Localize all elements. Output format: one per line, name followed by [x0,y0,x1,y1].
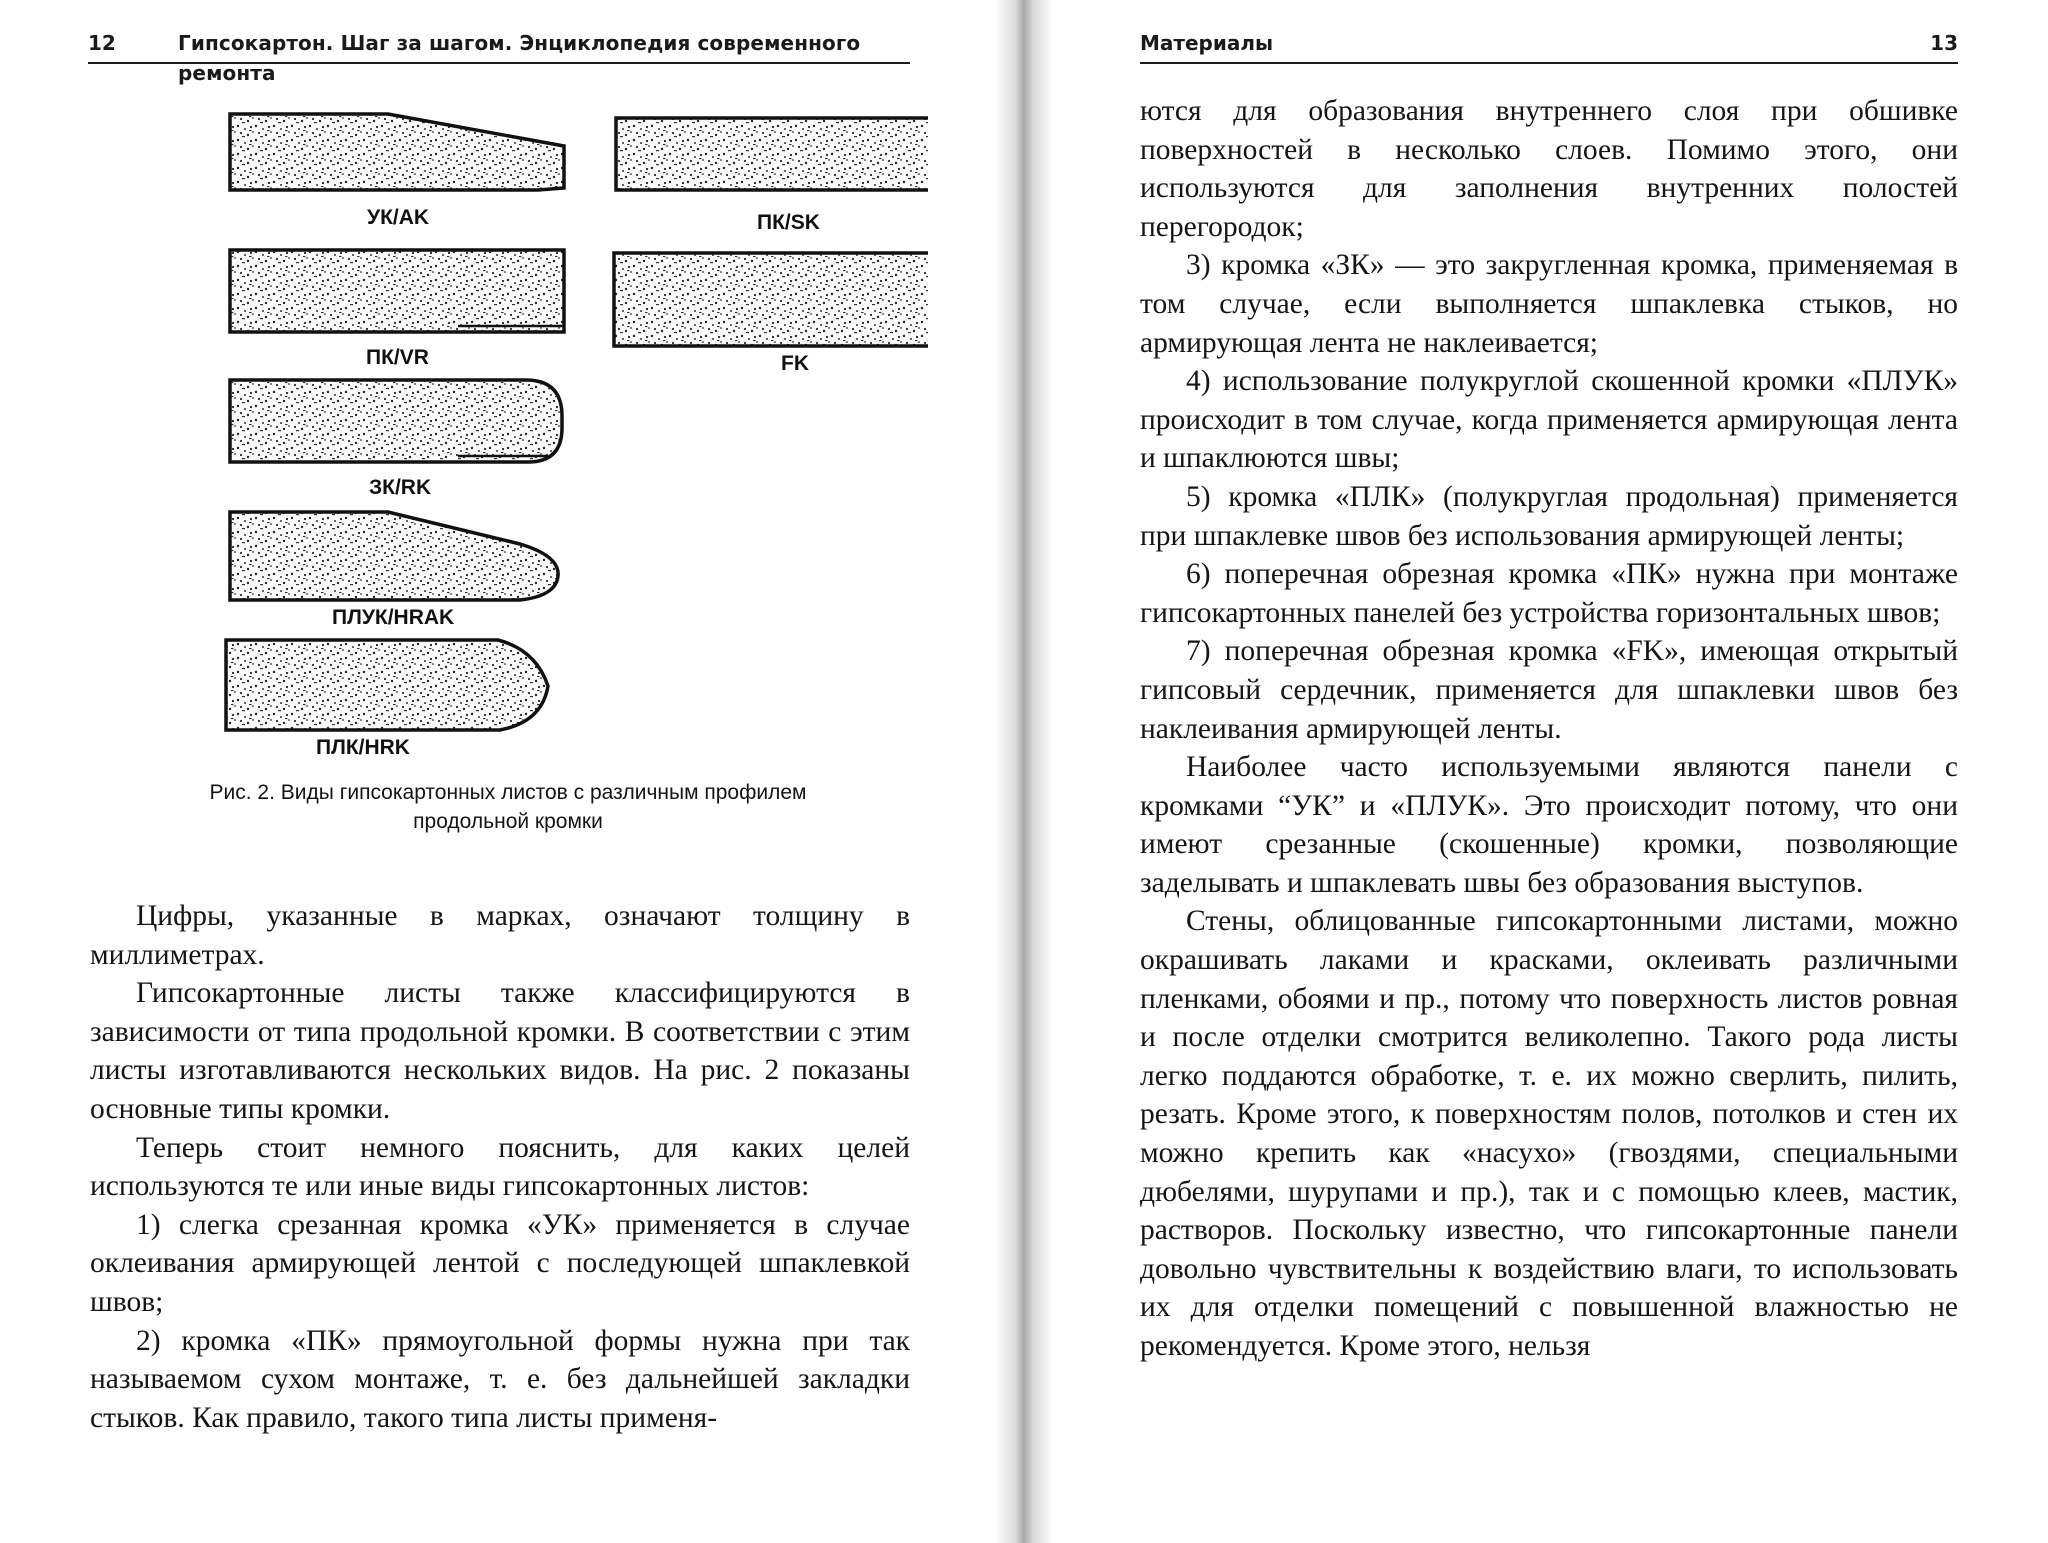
right-paragraph-2: 3) кромка «ЗК» — это закругленная кромка, применяемая в том случае, если выполняется шпаклевка стыков, но армирующая лента не наклеивается; [1140,249,1958,359]
right-paragraph-1: ются для образования внутреннего слоя при обшивке поверхностей в несколько слоев. Помимо этого, они используются для заполнения внутренних полостей перегородок; [1140,95,1958,243]
edge-profiles-figure [128,110,928,790]
left-page [88,0,910,1543]
label-fk: FK [781,352,809,375]
right-paragraph-5: 6) поперечная обрезная кромка «ПК» нужна при монтаже гипсокартонных панелей без устройства горизонтальных швов; [1140,558,1958,629]
caption-line-1: Рис. 2. Виды гипсокартонных листов с различным профилем [209,781,807,804]
right-paragraph-6: 7) поперечная обрезная кромка «FK», имеющая открытый гипсовый сердечник, применяется для шпаклевки швов без наклеивания армирующей ленты. [1140,635,1958,745]
label-plk-hrk: ПЛК/HRK [316,736,410,759]
left-paragraph-4: 1) слегка срезанная кромка «УК» применяется в случае оклеивания армирующей лентой с последующей шпаклевкой швов; [90,1208,910,1318]
right-page [1140,0,1958,1543]
label-pk-sk: ПК/SK [757,211,820,234]
right-body-text [1140,92,1958,1366]
right-section-title: Материалы [1140,31,1274,55]
right-running-head [1140,26,1958,64]
left-paragraph-2: Гипсокартонные листы также классифицируются в зависимости от типа продольной кромки. В соответствии с этим листы изготавливаются нескольких видов. На рис. 2 показаны основные типы кромки. [90,977,910,1125]
label-uk-ak: УК/AK [367,206,430,229]
left-paragraph-3: Теперь стоит немного пояснить, для каких целей используются те или иные виды гипсокартонных листов: [90,1131,910,1203]
left-paragraph-1: Цифры, указанные в марках, означают толщину в миллиметрах. [90,900,910,971]
profile-pk-sk [616,118,928,190]
right-paragraph-4: 5) кромка «ПЛК» (полукруглая продольная) применяется при шпаклевке швов без использования армирующей ленты; [1140,480,1958,552]
left-running-head [88,26,910,85]
left-page-number: 12 [88,31,116,55]
book-gutter [995,0,1053,1543]
right-paragraph-7: Наиболее часто используемыми являются панели с кромками “УК” и «ПЛУК». Это происходит потому, что они имеют срезанные (скошенные) кромки, позволяющие заделывать и шпаклевать швы без образования выступов. [1140,751,1958,899]
left-paragraph-5: 2) кромка «ПК» прямоугольной формы нужна при так называемом сухом монтаже, т. е. без дальнейшей закладки стыков. Как правило, такого типа листы применя- [90,1324,910,1434]
profile-plk-hrk [226,640,548,730]
right-paragraph-8: Стены, облицованные гипсокартонными листами, можно окрашивать лаками и красками, оклеивать различными пленками, обоями и пр., потому что поверхность листов ровная и после отделки смотрится великолепно. Такого рода листы легко поддаются обработке, т. е. их можно сверлить, пилить, резать. Кроме этого, к поверхностям полов, потолков и стен их можно крепить как «насухо» (гвоздями, специальными дюбелями, шурупами и пр.), так и с помощью клеев, мастик, растворов. Поскольку известно, что гипсокартонные панели довольно чувствительны к воздействию влаги, то использовать их для отделки помещений с повышенной влажностью не рекомендуется. Кроме этого, нельзя [1140,905,1958,1362]
profile-uk-ak [230,114,564,190]
profile-fk [614,253,928,346]
figure-caption [108,778,908,836]
label-pk-vr: ПК/VR [366,346,429,369]
profile-pluk-hrak [230,512,558,600]
caption-line-2: продольной кромки [413,810,603,833]
right-page-number: 13 [1930,31,1958,55]
label-zk-rk: ЗК/RK [369,476,432,499]
profile-zk-rk [230,380,562,462]
right-paragraph-3: 4) использование полукруглой скошенной кромки «ПЛУК» происходит в том случае, когда применяется армирующая лента и шпаклюются швы; [1140,365,1958,475]
left-running-title: Гипсокартон. Шаг за шагом. Энциклопедия современного ремонта [178,31,861,85]
left-body-text [90,897,910,1437]
label-pluk-hrak: ПЛУК/HRAK [332,606,455,629]
profile-pk-vr [230,250,564,332]
